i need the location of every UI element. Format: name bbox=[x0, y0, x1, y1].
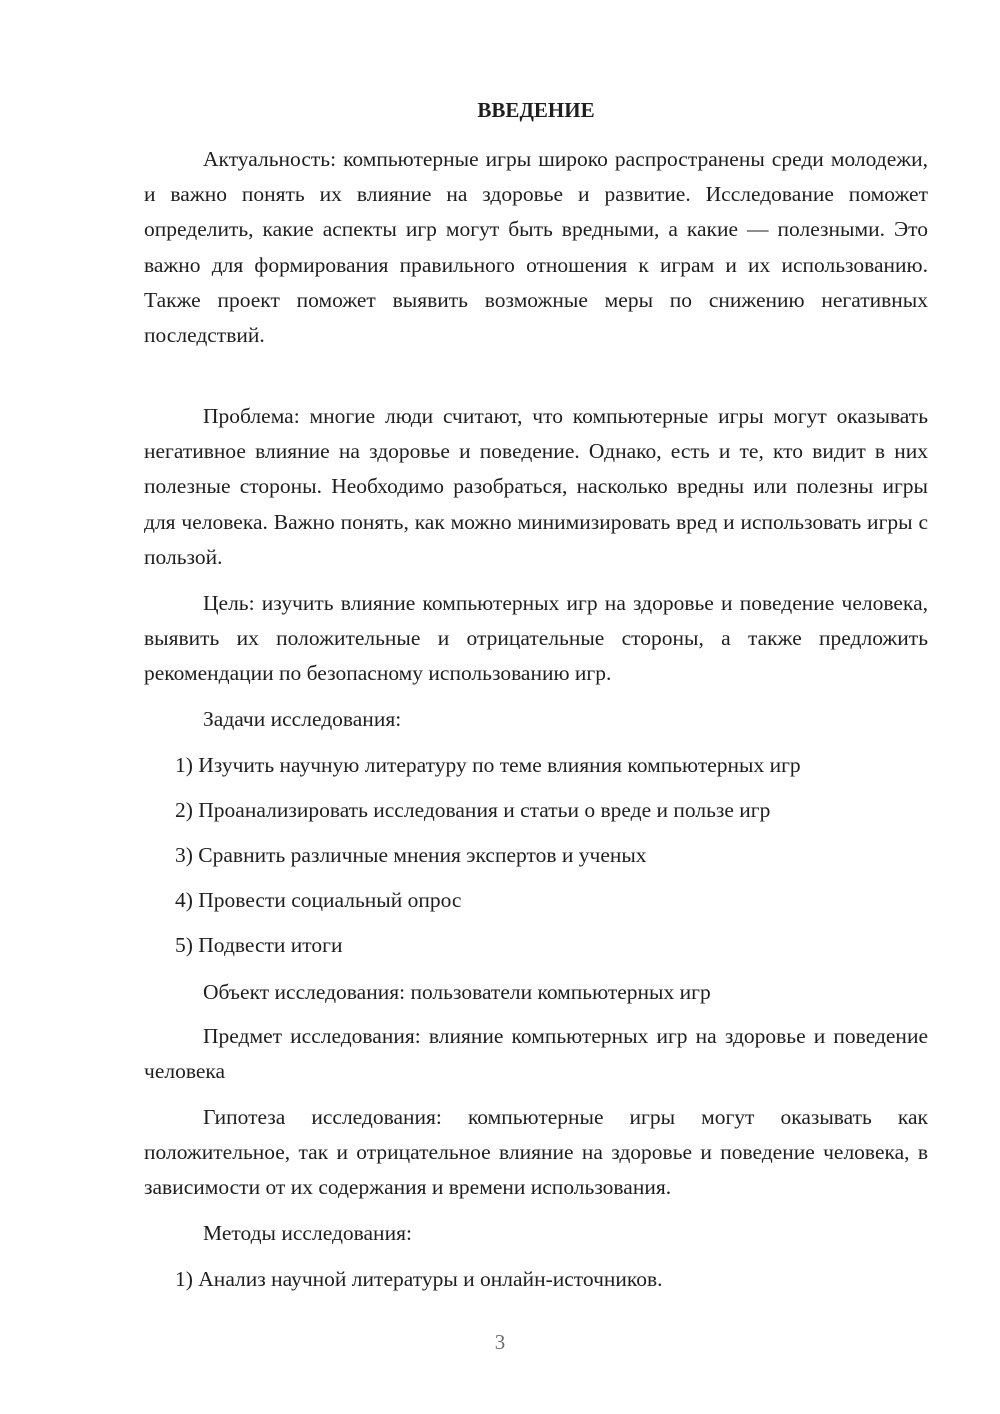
task-item: 4) Провести социальный опрос bbox=[175, 888, 462, 912]
object-paragraph: Объект исследования: пользователи компьютерных игр bbox=[203, 980, 711, 1004]
goal-paragraph: Цель: изучить влияние компьютерных игр на здоровье и поведение человека, выявить их положительные и отрицательные стороны, а также предложить рекомендации по безопасному использованию игр. bbox=[144, 591, 928, 686]
hypothesis-paragraph: Гипотеза исследования: компьютерные игры могут оказывать как положительное, так и отрицательное влияние на здоровье и поведение человека, в зависимости от их содержания и времени использования. bbox=[144, 1105, 928, 1200]
method-item: 1) Анализ научной литературы и онлайн-источников. bbox=[175, 1267, 663, 1291]
task-item: 1) Изучить научную литературу по теме влияния компьютерных игр bbox=[175, 753, 801, 777]
subject-paragraph: Предмет исследования: влияние компьютерных игр на здоровье и поведение человека bbox=[144, 1024, 928, 1084]
task-item: 5) Подвести итоги bbox=[175, 933, 343, 957]
task-item: 2) Проанализировать исследования и статьи о вреде и пользе игр bbox=[175, 798, 771, 822]
relevance-paragraph: Актуальность: компьютерные игры широко распространены среди молодежи, и важно понять их влияние на здоровье и развитие. Исследование поможет определить, какие аспекты игр могут быть вредными, а какие — полезными. Это важно для формирования правильного отношения к играм и их использованию. Также проект поможет выявить возможные меры по снижению негативных последствий. bbox=[144, 147, 928, 348]
page-number: 3 bbox=[494, 1330, 506, 1354]
section-title: ВВЕДЕНИЕ bbox=[477, 98, 595, 122]
problem-paragraph: Проблема: многие люди считают, что компьютерные игры могут оказывать негативное влияние на здоровье и поведение. Однако, есть и те, кто видит в них полезные стороны. Необходимо разобраться, насколько вредны или полезны игры для человека. Важно понять, как можно минимизировать вред и использовать игры с пользой. bbox=[144, 404, 928, 569]
task-item: 3) Сравнить различные мнения экспертов и ученых bbox=[175, 843, 647, 867]
methods-heading: Методы исследования: bbox=[203, 1221, 412, 1245]
tasks-heading: Задачи исследования: bbox=[203, 707, 402, 731]
